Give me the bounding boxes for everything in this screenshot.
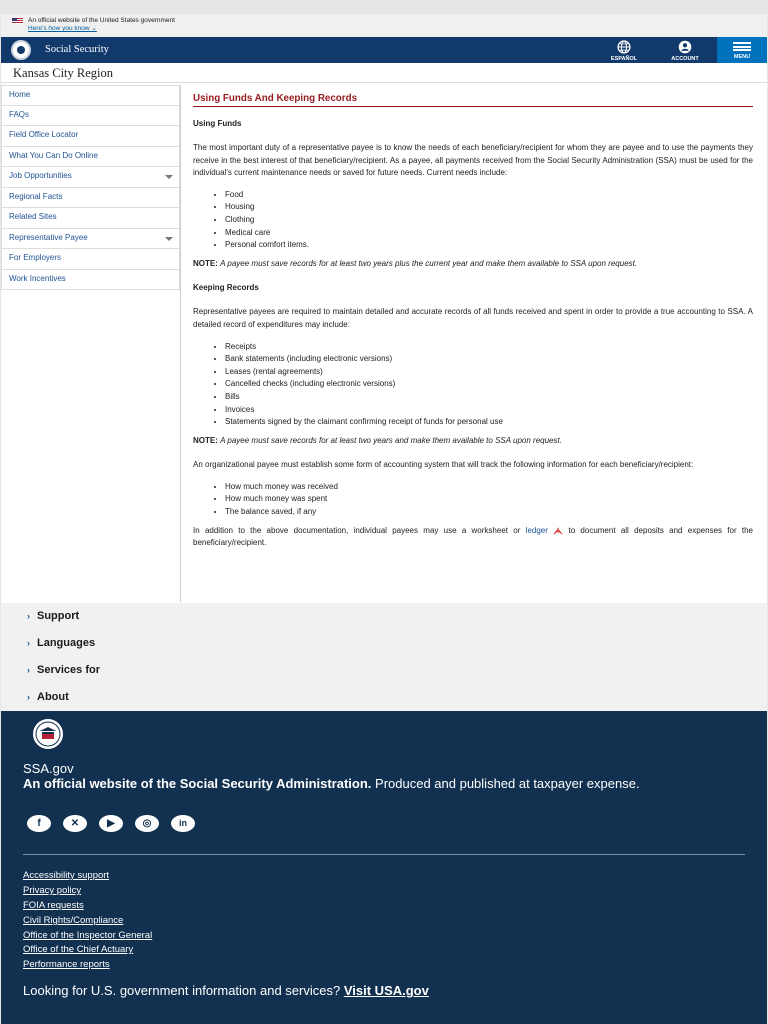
list-item: • Leases (rental agreements) bbox=[225, 366, 753, 379]
footer-about-toggle[interactable]: › About bbox=[27, 691, 69, 703]
footer-official-statement: An official website of the Social Security Administration. Produced and published at taxpayer expense. bbox=[23, 776, 640, 791]
list-item: • Bills bbox=[225, 391, 753, 404]
footer-services-for-toggle[interactable]: › Services for bbox=[27, 664, 100, 676]
ssa-logo[interactable] bbox=[11, 40, 31, 60]
paragraph-duty: The most important duty of a representative payee is to know the needs of each beneficiary/recipient for whom they are payee and to use the payments they receive in the best interest of that beneficiary/recipient. As a payee, all payments received from the Social Security Administration (SSA) must be used for the individual's current maintenance needs or saved for future needs. Current needs include: bbox=[193, 143, 753, 178]
footer-link-civil-rights[interactable]: Civil Rights/Compliance bbox=[23, 915, 124, 926]
list-item: • How much money was spent bbox=[225, 493, 753, 506]
us-flag-icon bbox=[12, 18, 23, 24]
sidebar-item-job-opportunities[interactable] bbox=[1, 167, 180, 188]
sidebar-item-label: Job Opportunities bbox=[9, 171, 72, 180]
section-heading-using-funds: Using Funds bbox=[193, 119, 242, 128]
caret-down-icon[interactable] bbox=[165, 237, 173, 241]
sidebar-item-label: What You Can Do Online bbox=[9, 150, 98, 160]
pdf-icon bbox=[553, 527, 563, 535]
footer-divider bbox=[23, 854, 745, 855]
linkedin-icon[interactable]: in bbox=[171, 815, 195, 832]
site-footer bbox=[1, 711, 767, 1024]
sidebar-nav bbox=[1, 85, 181, 602]
facebook-icon[interactable]: f bbox=[27, 815, 51, 832]
gov-banner-text: An official website of the United States government bbox=[28, 17, 175, 24]
sidebar-item-label: For Employers bbox=[9, 253, 62, 262]
footer-link-accessibility[interactable]: Accessibility support bbox=[23, 870, 110, 881]
list-item: • Housing bbox=[225, 201, 753, 214]
note-text: A payee must save records for at least two years and make them available to SSA upon request. bbox=[220, 435, 562, 445]
footer-link-privacy[interactable]: Privacy policy bbox=[23, 885, 82, 896]
page-frame bbox=[1, 14, 767, 1024]
hamburger-icon bbox=[733, 42, 751, 51]
ledger-link[interactable]: ledger bbox=[525, 525, 548, 535]
paragraph-ledger: In addition to the above documentation, individual payees may use a worksheet or ledger to document all deposits and expenses for the beneficiary/recipient. bbox=[193, 525, 754, 548]
sidebar-item-label: Representative Payee bbox=[9, 232, 88, 242]
tracking-list bbox=[225, 481, 753, 519]
note-label: NOTE: bbox=[193, 258, 218, 268]
list-item: • Clothing bbox=[225, 214, 753, 227]
list-item: • Bank statements (including electronic versions) bbox=[225, 353, 753, 366]
sidebar-item-label: Field Office Locator bbox=[9, 130, 79, 139]
ssa-seal-logo[interactable] bbox=[23, 718, 73, 750]
list-item: • Statements signed by the claimant confirming receipt of funds for personal use bbox=[225, 416, 753, 429]
site-title[interactable]: Social Security bbox=[45, 44, 109, 55]
sidebar-item-for-employers[interactable] bbox=[1, 249, 180, 270]
list-item: • Invoices bbox=[225, 404, 753, 417]
sidebar-item-label: Related Sites bbox=[9, 212, 57, 221]
sidebar-item-label: Home bbox=[9, 90, 31, 99]
footer-link-inspector-general[interactable]: Office of the Inspector General bbox=[23, 930, 153, 941]
chevron-down-icon: ⌄ bbox=[91, 25, 97, 32]
section-heading-keeping-records: Keeping Records bbox=[193, 283, 259, 293]
gov-banner bbox=[1, 14, 767, 37]
page-title: Using Funds And Keeping Records bbox=[193, 93, 753, 107]
list-item: • Receipts bbox=[225, 341, 753, 354]
caret-down-icon[interactable] bbox=[165, 175, 173, 179]
list-item: • How much money was received bbox=[225, 481, 753, 494]
sidebar-item-faqs[interactable] bbox=[1, 106, 180, 127]
chevron-right-icon: › bbox=[27, 665, 30, 675]
sidebar-item-field-office-locator[interactable] bbox=[1, 126, 180, 147]
sidebar-item-label: Work Incentives bbox=[9, 273, 66, 283]
footer-usa-gov: Looking for U.S. government information and services? Visit USA.gov bbox=[23, 983, 429, 998]
list-item: • Medical care bbox=[225, 227, 753, 240]
footer-collapsible-links bbox=[1, 603, 767, 711]
list-item: • Personal comfort items. bbox=[225, 239, 753, 252]
sidebar-item-home[interactable] bbox=[1, 85, 180, 106]
footer-support-toggle[interactable]: › Support bbox=[27, 610, 80, 622]
footer-link-chief-actuary[interactable]: Office of the Chief Actuary bbox=[23, 944, 134, 955]
instagram-icon[interactable]: ◎ bbox=[135, 815, 159, 832]
sidebar-item-label: Regional Facts bbox=[9, 191, 63, 201]
sidebar-item-label: FAQs bbox=[9, 109, 30, 119]
espanol-button[interactable] bbox=[604, 37, 644, 63]
espanol-label: ESPAÑOL bbox=[610, 56, 638, 62]
paragraph-organizational: An organizational payee must establish some form of accounting system that will track the following information for each beneficiary/recipient: bbox=[193, 460, 694, 470]
records-list bbox=[225, 341, 753, 429]
globe-icon bbox=[617, 40, 631, 54]
site-header bbox=[1, 37, 767, 63]
note-label: NOTE: bbox=[193, 435, 218, 445]
list-item: • The balance saved, if any bbox=[225, 506, 753, 519]
youtube-icon[interactable]: ▶ bbox=[99, 815, 123, 832]
note-text: A payee must save records for at least two years plus the current year and make them available to SSA upon request. bbox=[220, 258, 638, 268]
chevron-right-icon: › bbox=[27, 611, 30, 621]
needs-list bbox=[225, 189, 753, 252]
sidebar-item-online-services[interactable] bbox=[1, 147, 180, 168]
footer-ssa-gov: SSA.gov bbox=[23, 761, 74, 776]
footer-link-performance[interactable]: Performance reports bbox=[23, 959, 110, 970]
note-1 bbox=[193, 258, 753, 271]
list-item: • Food bbox=[225, 189, 753, 202]
account-label: ACCOUNT bbox=[671, 56, 699, 62]
chevron-right-icon: › bbox=[27, 692, 30, 702]
content-area bbox=[1, 83, 767, 602]
list-item: • Cancelled checks (including electronic versions) bbox=[225, 378, 753, 391]
chevron-right-icon: › bbox=[27, 638, 30, 648]
menu-button[interactable] bbox=[717, 37, 767, 63]
sidebar-item-work-incentives[interactable] bbox=[1, 270, 180, 291]
sidebar-item-related-sites[interactable] bbox=[1, 208, 180, 229]
region-title: Kansas City Region bbox=[1, 63, 767, 83]
heres-how-you-know-link[interactable]: Here's how you know ⌄ bbox=[28, 25, 97, 32]
visit-usa-gov-link[interactable]: Visit USA.gov bbox=[343, 983, 429, 998]
sidebar-item-regional-facts[interactable] bbox=[1, 188, 180, 209]
account-icon bbox=[678, 40, 692, 54]
menu-label: MENU bbox=[733, 54, 751, 60]
note-2 bbox=[193, 435, 753, 448]
footer-languages-toggle[interactable]: › Languages bbox=[27, 637, 96, 649]
main-article bbox=[193, 93, 753, 562]
footer-link-foia[interactable]: FOIA requests bbox=[23, 900, 84, 911]
sidebar-item-representative-payee[interactable] bbox=[1, 229, 180, 250]
x-icon[interactable]: ✕ bbox=[63, 815, 87, 832]
account-button[interactable] bbox=[664, 37, 706, 63]
paragraph-records: Representative payees are required to maintain detailed and accurate records of all funds received and spent in order to provide a true accounting to SSA. A detailed record of expenditures may include: bbox=[193, 307, 753, 329]
